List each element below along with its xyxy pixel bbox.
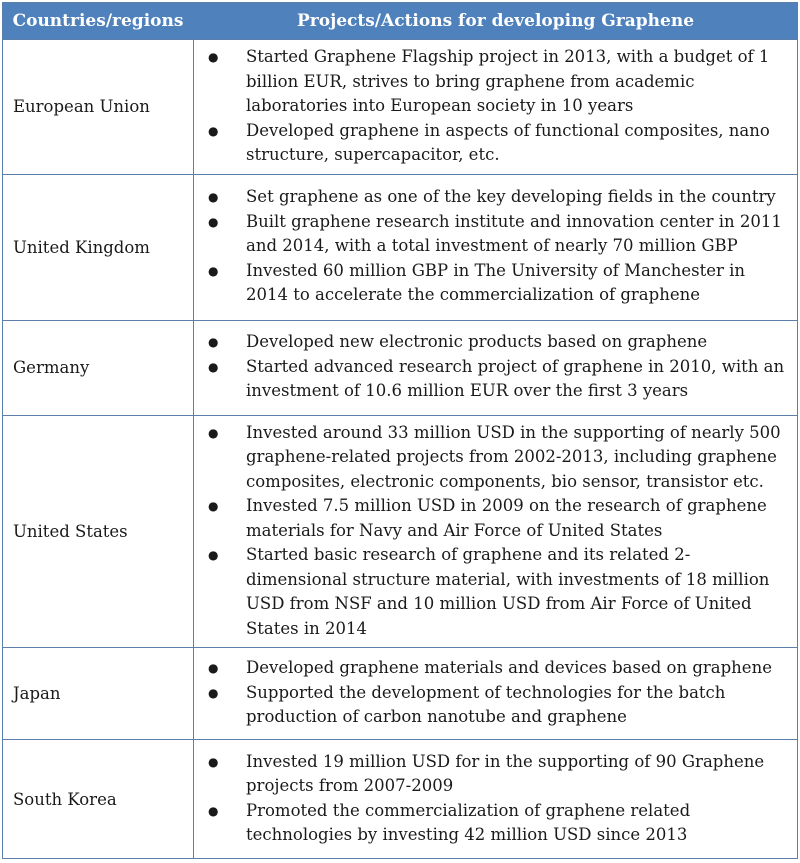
header-row	[3, 3, 798, 40]
list-item-text: Built graphene research institute and innovation center in 2011 and 2014, with a total investment of nearly 70 million GBP	[246, 211, 782, 256]
list-item-text: Developed graphene in aspects of functional composites, nano structure, supercapacitor, etc.	[246, 120, 770, 164]
bullet-icon: ●	[208, 214, 219, 229]
list-item	[194, 355, 789, 404]
bullet-list	[194, 185, 789, 308]
list-item-text: Invested 60 million GBP in The University of Manchester in 2014 to accelerate the commercialization of graphene	[246, 260, 746, 305]
list-item	[194, 259, 789, 308]
table-row	[3, 174, 798, 320]
table-row	[3, 648, 798, 740]
list-item	[194, 750, 789, 799]
list-item-text: Developed graphene materials and devices based on graphene	[246, 658, 772, 678]
bullet-list	[194, 45, 789, 168]
list-item	[194, 681, 789, 730]
list-item	[194, 799, 789, 848]
bullet-icon: ●	[208, 123, 219, 138]
country-cell: European Union	[3, 40, 194, 175]
list-item	[194, 494, 789, 543]
bullet-icon: ●	[208, 499, 219, 513]
list-item	[194, 210, 789, 259]
list-item-text: Supported the development of technologies for the batch production of carbon nanotube and graphene	[246, 682, 726, 727]
bullet-icon: ●	[208, 548, 219, 562]
bullet-icon: ●	[208, 50, 219, 64]
list-item	[194, 421, 789, 495]
list-item-text: Invested 7.5 million USD in 2009 on the research of graphene materials for Navy and Air Force of United States	[246, 496, 767, 540]
country-cell: United Kingdom	[3, 174, 194, 320]
actions-column-header: Projects/Actions for developing Graphene	[194, 3, 798, 40]
bullet-icon: ●	[208, 425, 219, 440]
list-item-text: Set graphene as one of the key developing fields in the country	[246, 187, 776, 207]
country-cell: United States	[3, 415, 194, 648]
bullet-icon: ●	[208, 335, 219, 350]
list-item	[194, 656, 789, 681]
bullet-icon: ●	[208, 803, 219, 818]
bullet-icon: ●	[208, 754, 219, 769]
country-cell: Germany	[3, 320, 194, 415]
country-cell: South Korea	[3, 740, 194, 859]
country-column-header: Countries/regions	[3, 3, 194, 40]
bullet-list	[194, 330, 789, 404]
actions-cell	[194, 648, 798, 740]
bullet-list	[194, 656, 789, 730]
list-item-text: Started Graphene Flagship project in 2013, with a budget of 1 billion EUR, strives to bring graphene from academic laboratories into European society in 10 years	[246, 47, 770, 115]
list-item	[194, 119, 789, 168]
list-item-text: Started advanced research project of graphene in 2010, with an investment of 10.6 million EUR over the first 3 years	[246, 356, 785, 401]
list-item-text: Started basic research of graphene and its related 2-dimensional structure material, with investments of 18 million USD from NSF and 10 million USD from Air Force of United States in 2014	[246, 545, 770, 638]
list-item-text: Invested 19 million USD for in the supporting of 90 Graphene projects from 2007-2009	[246, 751, 765, 795]
list-item-text: Developed new electronic products based on graphene	[246, 332, 708, 352]
list-item	[194, 45, 789, 119]
country-cell: Japan	[3, 648, 194, 740]
list-item	[194, 185, 789, 210]
bullet-list	[194, 421, 789, 642]
actions-cell	[194, 740, 798, 859]
list-item	[194, 543, 789, 641]
bullet-icon: ●	[208, 359, 219, 374]
bullet-icon: ●	[208, 190, 219, 205]
bullet-icon: ●	[208, 685, 219, 700]
actions-cell	[194, 40, 798, 175]
list-item-text: Promoted the commercialization of graphene related technologies by investing 42 million USD since 2013	[246, 800, 691, 844]
graphene-projects-table	[2, 2, 798, 859]
table-row	[3, 415, 798, 648]
table-row	[3, 320, 798, 415]
actions-cell	[194, 174, 798, 320]
table-row	[3, 40, 798, 175]
actions-cell	[194, 415, 798, 648]
bullet-icon: ●	[208, 263, 219, 278]
list-item-text: Invested around 33 million USD in the supporting of nearly 500 graphene-related projects from 2002-2013, including graphene composites, electronic components, bio sensor, transistor etc.	[246, 422, 781, 491]
list-item	[194, 330, 789, 355]
table-row	[3, 740, 798, 859]
bullet-icon: ●	[208, 661, 219, 676]
actions-cell	[194, 320, 798, 415]
bullet-list	[194, 750, 789, 848]
